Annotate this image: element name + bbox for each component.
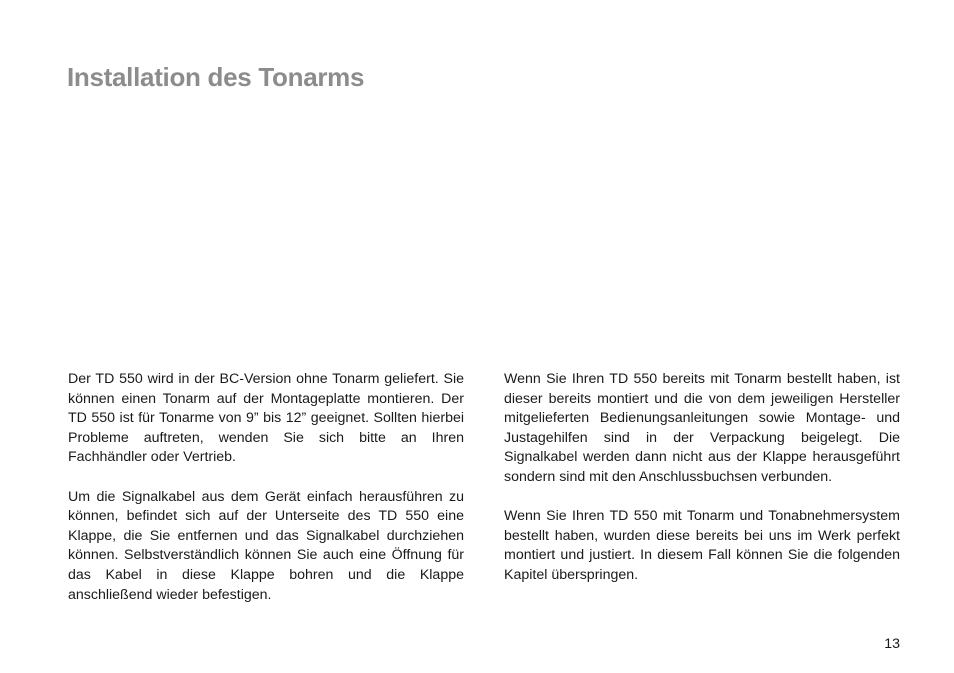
left-text-column	[68, 370, 464, 625]
page-number: 13	[884, 636, 900, 652]
paragraph: Wenn Sie Ihren TD 550 mit Tonarm und Tonabnehmersystem bestellt haben, wurden diese bereits bei uns im Werk perfekt montiert und justiert. In diesem Fall können Sie die folgenden Kapitel überspringen.	[504, 508, 900, 583]
right-text-column	[504, 370, 900, 605]
paragraph: Wenn Sie Ihren TD 550 bereits mit Tonarm bestellt haben, ist dieser bereits montiert und die von dem jeweiligen Hersteller mitgelieferten Bedienungsanleitungen sowie Montage- und Justagehilfen sind in der Verpackung beigelegt. Die Signalkabel werden dann nicht aus der Klappe herausgeführt sondern sind mit den Anschlussbuchsen verbunden.	[504, 371, 900, 485]
paragraph: Der TD 550 wird in der BC-Version ohne Tonarm geliefert. Sie können einen Tonarm auf der Montageplatte montieren. Der TD 550 ist für Tonarme von 9” bis 12” geeignet. Sollten hierbei Probleme auftreten, wenden Sie sich bitte an Ihren Fachhändler oder Vertrieb.	[68, 371, 464, 466]
paragraph: Um die Signalkabel aus dem Gerät einfach herausführen zu können, befindet sich auf der Unterseite des TD 550 eine Klappe, die Sie entfernen und das Signalkabel durchziehen können. Selbstverständlich können Sie auch eine Öffnung für das Kabel in diese Klappe bohren und die Klappe anschließend wieder befestigen.	[68, 488, 464, 603]
page-title: Installation des Tonarms	[67, 62, 365, 92]
